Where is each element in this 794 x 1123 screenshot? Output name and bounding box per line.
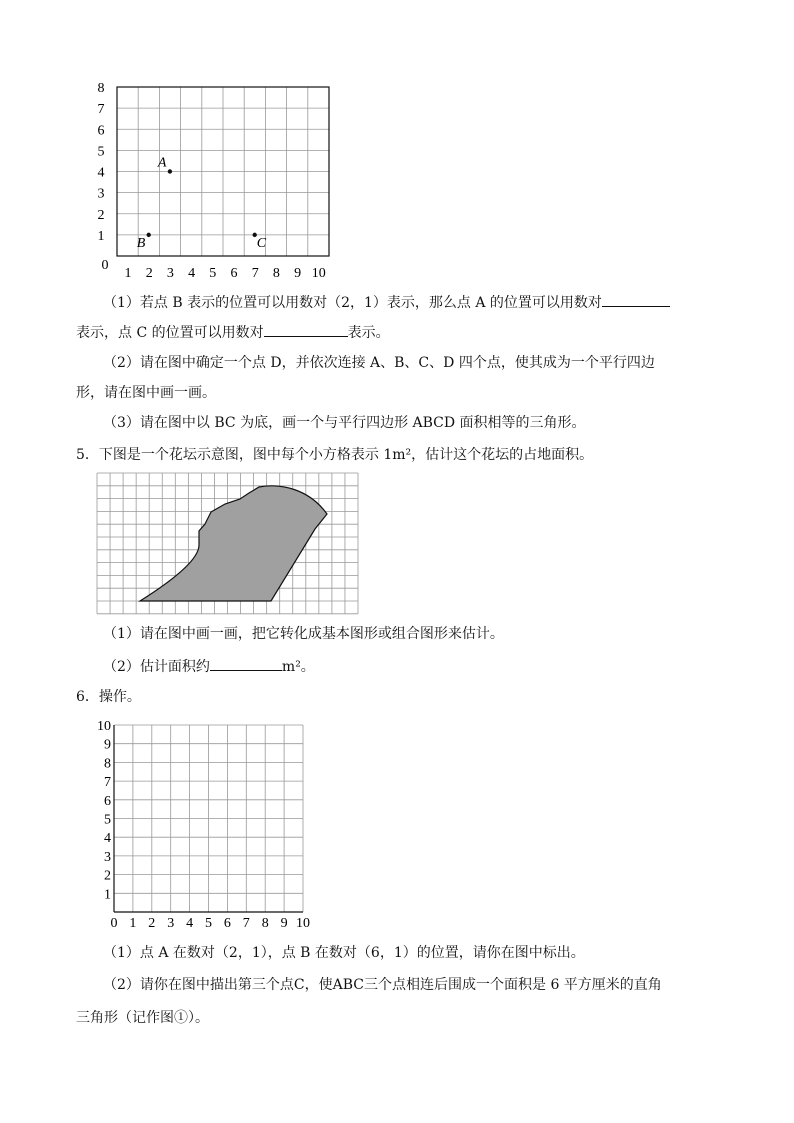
y-tick-label: 6 — [97, 123, 105, 139]
q4-part1-line2 — [76, 322, 390, 342]
y-tick-label: 3 — [104, 849, 111, 865]
x-tick-label: 7 — [242, 916, 250, 931]
x-tick-label: 9 — [294, 266, 302, 281]
x-tick-label: 10 — [311, 266, 326, 281]
q5-part2-text-a: （2）估计面积约 — [103, 659, 210, 675]
y-tick-label: 1 — [104, 887, 111, 903]
q4-part3-text: （3）请在图中以 BC 为底，画一个与平行四边形 ABCD 面积相等的三角形。 — [103, 415, 586, 431]
x-tick-label: 1 — [129, 916, 137, 931]
q4-part3 — [103, 414, 586, 432]
x-tick-label: 7 — [251, 266, 259, 281]
answer-blank-a[interactable] — [602, 292, 670, 307]
q5-part2-text-b: m²。 — [281, 659, 315, 675]
y-tick-label: 8 — [97, 81, 105, 96]
q6-part2-line2 — [76, 1009, 209, 1027]
q5-title-text: 5．下图是一个花坛示意图，图中每个小方格表示 1m²，估计这个花坛的占地面积。 — [76, 447, 594, 463]
x-tick-label: 2 — [145, 266, 153, 281]
y-tick-label: 2 — [97, 207, 105, 223]
area-answer-blank[interactable] — [210, 656, 282, 671]
y-tick-label: 8 — [104, 756, 111, 772]
coordinate-grid-1 — [85, 75, 355, 285]
q4-part1-text-b: 表示，点 C 的位置可以用数对 — [76, 325, 264, 341]
x-tick-label: 8 — [272, 266, 280, 281]
flower-bed-shape — [140, 486, 327, 601]
q6-title-text: 6．操作。 — [76, 689, 141, 705]
point-label-c: C — [256, 235, 267, 251]
y-tick-label: 6 — [104, 793, 111, 809]
q4-part2-text-a: （2）请在图中确定一个点 D，并依次连接 A、B、C、D 四个点，使其成为一个平行四边 — [103, 355, 655, 371]
x-tick-label: 2 — [148, 916, 156, 931]
q4-part2-line1 — [103, 354, 655, 372]
q4-part1-text-c: 表示。 — [347, 325, 390, 341]
y-tick-label: 2 — [104, 868, 111, 884]
q5-title — [76, 446, 593, 464]
origin-label: 0 — [101, 258, 109, 273]
y-tick-label: 7 — [97, 102, 105, 118]
x-tick-label: 6 — [223, 916, 231, 931]
q5-part1-text: （1）请在图中画一画，把它转化成基本图形或组合图形来估计。 — [103, 626, 504, 642]
x-tick-label: 10 — [296, 916, 310, 931]
point-label-a: A — [157, 155, 167, 171]
x-tick-label: 5 — [209, 266, 217, 281]
x-tick-label: 3 — [166, 266, 174, 281]
q4-part2-line2 — [76, 384, 216, 402]
flower-bed-grid — [95, 471, 360, 616]
y-tick-label: 7 — [104, 775, 111, 791]
q4-part1-text-a: （1）若点 B 表示的位置可以用数对（2，1）表示，那么点 A 的位置可以用数对 — [103, 295, 602, 311]
x-tick-label: 4 — [186, 916, 194, 931]
point-b — [147, 233, 151, 237]
y-tick-label: 4 — [97, 165, 105, 181]
y-tick-label: 10 — [97, 719, 111, 734]
q5-part1 — [103, 625, 504, 643]
q4-part1-line1 — [103, 292, 670, 312]
y-tick-label: 1 — [97, 228, 105, 244]
y-tick-label: 5 — [97, 144, 105, 160]
q6-title — [76, 688, 141, 706]
y-tick-label: 9 — [104, 737, 111, 753]
y-tick-label: 3 — [97, 186, 105, 202]
x-tick-label: 3 — [167, 916, 175, 931]
x-tick-label: 6 — [230, 266, 238, 281]
point-label-b: B — [136, 235, 146, 251]
x-tick-label: 9 — [280, 916, 288, 931]
x-tick-label: 4 — [188, 266, 196, 281]
q5-part2 — [103, 656, 315, 676]
coordinate-grid-2 — [95, 715, 325, 935]
point-a — [168, 169, 172, 173]
answer-blank-c[interactable] — [264, 322, 348, 337]
x-tick-label: 5 — [205, 916, 212, 931]
q6-part2-line1 — [103, 976, 662, 994]
x-tick-label: 1 — [124, 266, 132, 281]
q4-part2-text-b: 形，请在图中画一画。 — [76, 385, 216, 401]
q6-part1-text: （1）点 A 在数对（2，1），点 B 在数对（6，1）的位置，请你在图中标出。 — [103, 945, 585, 961]
x-tick-label: 0 — [110, 916, 118, 931]
x-tick-label: 8 — [261, 916, 269, 931]
y-tick-label: 5 — [104, 812, 111, 828]
y-tick-label: 4 — [104, 831, 111, 847]
q6-part2-text-b: 三角形（记作图①）。 — [76, 1010, 209, 1026]
q6-part2-text-a: （2）请你在图中描出第三个点C，使ABC三个点相连后围成一个面积是 6 平方厘米的直角 — [103, 977, 662, 993]
q6-part1 — [103, 944, 585, 962]
